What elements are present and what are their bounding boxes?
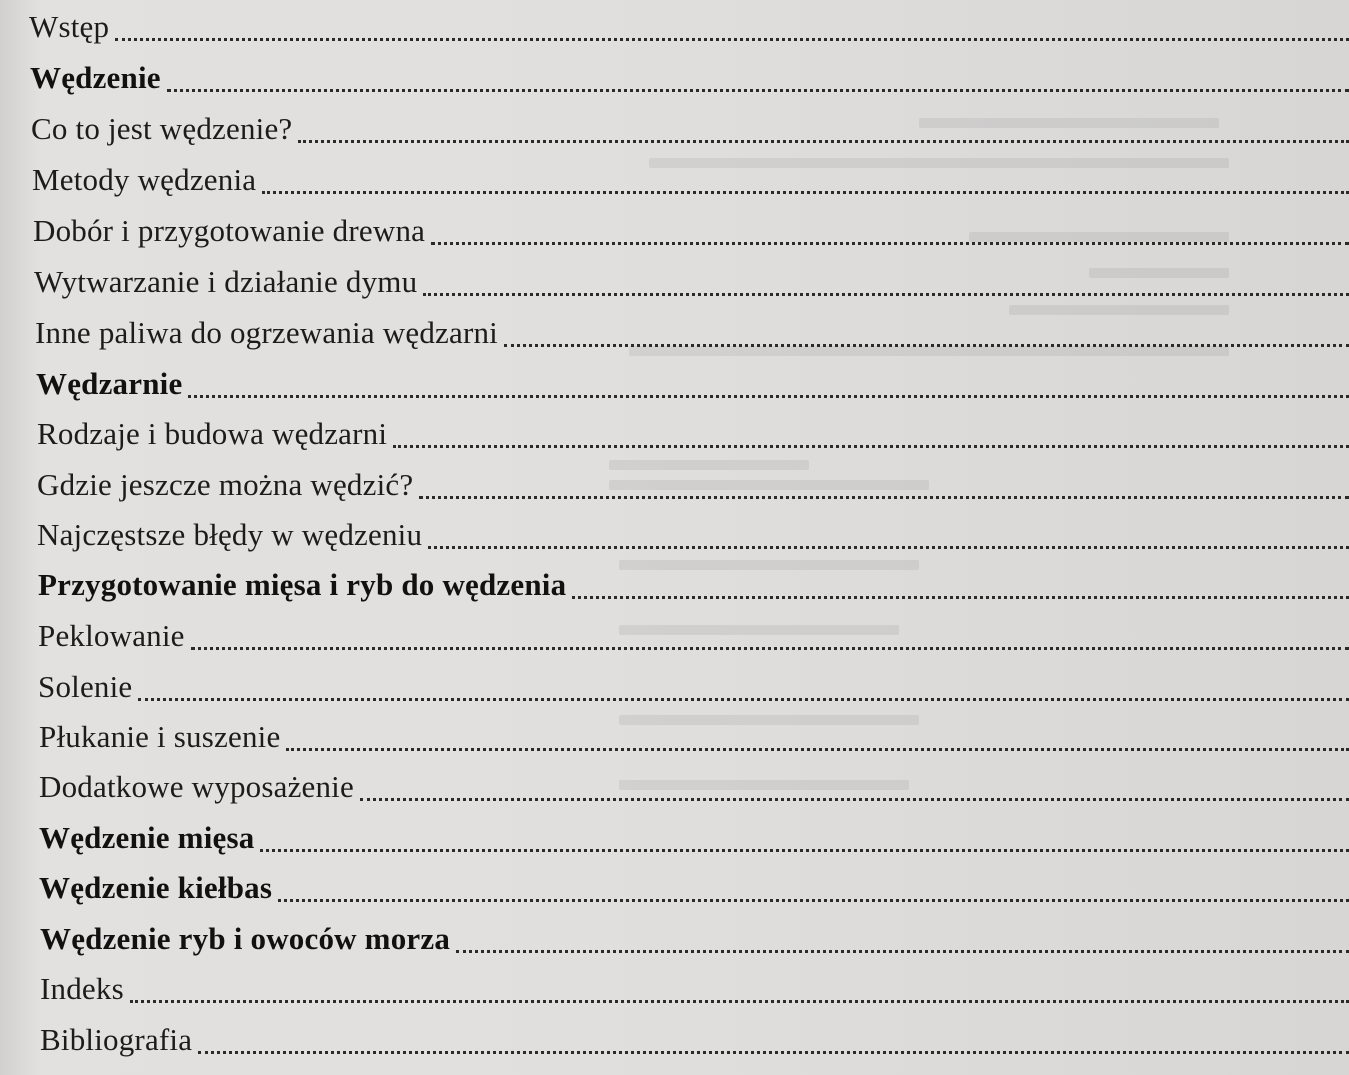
dot-leader bbox=[360, 798, 1349, 801]
dot-leader bbox=[191, 647, 1349, 650]
dot-leader bbox=[286, 748, 1349, 751]
toc-entry bbox=[38, 615, 1349, 657]
toc-entry bbox=[29, 6, 1349, 48]
toc-entry bbox=[38, 564, 1349, 606]
dot-leader bbox=[428, 546, 1349, 549]
toc-entry bbox=[37, 514, 1349, 556]
dot-leader bbox=[115, 38, 1349, 41]
toc-entry bbox=[37, 413, 1349, 455]
dot-leader bbox=[188, 395, 1349, 398]
dot-leader bbox=[262, 191, 1349, 194]
toc-entry bbox=[37, 464, 1349, 506]
toc-entry bbox=[40, 1019, 1349, 1061]
dot-leader bbox=[138, 698, 1349, 701]
toc-entry-title: Dodatkowe wyposażenie bbox=[39, 769, 354, 804]
toc-entry bbox=[32, 159, 1349, 201]
dot-leader bbox=[130, 1000, 1349, 1003]
toc-entry-title: Rodzaje i budowa wędzarni bbox=[37, 416, 388, 451]
toc-entry-title: Metody wędzenia bbox=[32, 162, 257, 197]
toc-entry bbox=[38, 666, 1349, 708]
toc-entry-title: Solenie bbox=[38, 669, 133, 704]
toc-entry-title: Przygotowanie mięsa i ryb do wędzenia bbox=[38, 567, 567, 602]
toc-entry bbox=[35, 312, 1349, 354]
dot-leader bbox=[572, 596, 1349, 599]
dot-leader bbox=[431, 242, 1349, 245]
toc-entry-title: Indeks bbox=[40, 971, 124, 1006]
toc-entry-title: Wytwarzanie i działanie dymu bbox=[34, 264, 418, 299]
toc-entry-title: Najczęstsze błędy w wędzeniu bbox=[37, 517, 423, 552]
toc-entry-title: Peklowanie bbox=[38, 618, 185, 653]
dot-leader bbox=[278, 899, 1349, 902]
toc-entry-title: Płukanie i suszenie bbox=[39, 719, 281, 754]
toc-entry bbox=[36, 363, 1349, 405]
toc-entry-title: Bibliografia bbox=[40, 1022, 193, 1057]
dot-leader bbox=[298, 140, 1349, 143]
dot-leader bbox=[423, 293, 1349, 296]
toc-entry bbox=[39, 716, 1349, 758]
toc-entry bbox=[33, 210, 1349, 252]
toc-entry-title: Wstęp bbox=[29, 9, 110, 44]
dot-leader bbox=[260, 849, 1349, 852]
toc-entry bbox=[34, 261, 1349, 303]
toc-entry bbox=[30, 57, 1349, 99]
toc-entry-title: Inne paliwa do ogrzewania wędzarni bbox=[35, 315, 498, 350]
toc-entry bbox=[40, 918, 1349, 960]
toc-entry-title: Wędzarnie bbox=[36, 366, 183, 401]
toc-entry-title: Wędzenie kiełbas bbox=[39, 870, 273, 905]
toc-entry-title: Dobór i przygotowanie drewna bbox=[33, 213, 426, 248]
dot-leader bbox=[198, 1051, 1349, 1054]
dot-leader bbox=[504, 344, 1349, 347]
dot-leader bbox=[393, 445, 1349, 448]
dot-leader bbox=[456, 950, 1349, 953]
dot-leader bbox=[419, 496, 1349, 499]
toc-entry-title: Co to jest wędzenie? bbox=[31, 111, 293, 146]
toc-entry bbox=[39, 817, 1349, 859]
toc-entry bbox=[40, 968, 1349, 1010]
toc-entry-title: Gdzie jeszcze można wędzić? bbox=[37, 467, 414, 502]
toc-entry-title: Wędzenie mięsa bbox=[39, 820, 255, 855]
dot-leader bbox=[167, 89, 1349, 92]
toc-entry-title: Wędzenie ryb i owoców morza bbox=[40, 921, 451, 956]
toc-entry bbox=[31, 108, 1349, 150]
toc-entry-title: Wędzenie bbox=[30, 60, 161, 95]
toc-entry bbox=[39, 766, 1349, 808]
toc-entry bbox=[39, 867, 1349, 909]
